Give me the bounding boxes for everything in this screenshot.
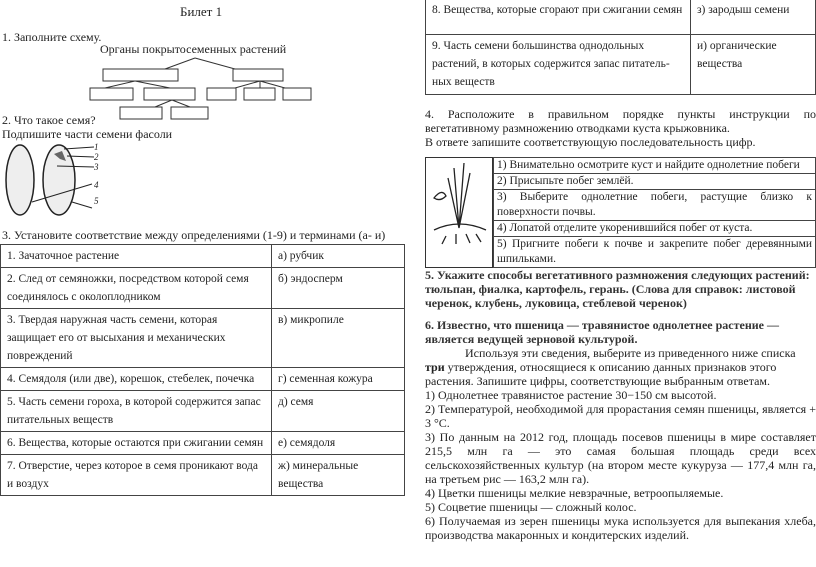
instruction-steps-table <box>493 157 816 268</box>
definition-cell: 2. След от семяножки, посредством которой семя соединялось с околоплодником <box>1 268 272 309</box>
term-cell: д) семя <box>272 391 405 432</box>
q2-line2: Подпишите части семени фасоли <box>2 127 173 141</box>
step-item: 3) Выберите однолетние побеги, растущие близко к поверхности почвы. <box>494 190 816 221</box>
ticket-title: Билет 1 <box>180 4 223 19</box>
q6-instr-b: утверждения, относящиеся к описанию данных признаков этого растения. Запишите цифры, соответствующие выбранным ответам. <box>425 360 777 388</box>
term-cell: г) семенная кожура <box>272 368 405 391</box>
step-item: 2) Присыпьте побег землёй. <box>494 174 816 190</box>
scheme-title: Органы покрытосеменных растений <box>100 42 287 56</box>
seed-label-2: 2 <box>94 152 99 162</box>
option-item: 5) Соцветие пшеницы — сложный колос. <box>425 500 637 514</box>
q3-section <box>0 229 405 496</box>
q4-text: 4. Расположите в правильном порядке пункты инструкции по вегетативному размножению отводками куста крыжовника. <box>425 107 816 135</box>
option-item: 2) Температурой, необходимой для прорастания семян пшеницы, является + 3 °С. <box>425 402 816 430</box>
seed-label-5: 5 <box>94 196 99 206</box>
q4-instruction-block <box>425 157 816 268</box>
definition-cell: 4. Семядоля (или две), корешок, стебелек, почечка <box>1 368 272 391</box>
q6-options <box>425 388 816 542</box>
q6-instr-a: Используя эти сведения, выберите из приведенного ниже списка <box>465 346 796 360</box>
definition-cell: 9. Часть семени большинства однодольных растений, в которых содержится запас питатель-ных веществ <box>426 35 691 95</box>
option-item: 4) Цветки пшеницы мелкие невзрачные, ветроопыляемые. <box>425 486 724 500</box>
q6-intro-b: — травянистое однолетнее растение — является ведущей зерновой культурой. <box>425 318 779 346</box>
q6-instr-keyword: три <box>425 360 445 374</box>
matching-table-right <box>425 0 816 95</box>
q4-answer-note: В ответе запишите соответствующую последовательность цифр. <box>425 135 756 149</box>
option-item: 1) Однолетнее травянистое растение 30−150 см высотой. <box>425 388 717 402</box>
term-cell: е) семядоля <box>272 432 405 455</box>
step-item: 1) Внимательно осмотрите куст и найдите однолетние побеги <box>494 158 816 174</box>
step-item: 5) Пригните побеги к почве и закрепите побег деревянными шпильками. <box>494 237 816 268</box>
gooseberry-image <box>425 157 493 268</box>
bean-seed-diagram <box>2 142 102 217</box>
definition-cell: 6. Вещества, которые остаются при сжигании семян <box>1 432 272 455</box>
q1-text: 1. Заполните схему. <box>2 30 102 44</box>
definition-cell: 1. Зачаточное растение <box>1 245 272 268</box>
q6-keyword: пшеница <box>514 318 564 332</box>
q6-instruction <box>425 346 816 388</box>
seed-label-4: 4 <box>94 180 99 190</box>
term-cell: в) микропиле <box>272 309 405 368</box>
definition-cell: 5. Часть семени гороха, в которой содержится запас питательных веществ <box>1 391 272 432</box>
term-cell: з) зародыш семени <box>691 0 816 35</box>
option-item: 6) Получаемая из зерен пшеницы мука используется для выпекания хлеба, производства макаронных и кондитерских изделий. <box>425 514 816 542</box>
right-column <box>425 0 816 542</box>
q3-text: 3. Установите соответствие между определениями (1-9) и терминами (а- и) <box>2 228 386 242</box>
q2-line1: 2. Что такое семя? <box>2 113 96 127</box>
definition-cell: 3. Твердая наружная часть семени, которая защищает его от высыхания и механических повреждений <box>1 309 272 368</box>
term-cell: ж) минеральные вещества <box>272 455 405 496</box>
definition-cell: 8. Вещества, которые сгорают при сжигании семян <box>426 0 691 35</box>
organ-scheme <box>85 56 325 121</box>
q6-intro <box>425 318 816 346</box>
definition-cell: 7. Отверстие, через которое в семя проникают вода и воздух <box>1 455 272 496</box>
q6-intro-a: 6. Известно, что <box>425 318 515 332</box>
term-cell: б) эндосперм <box>272 268 405 309</box>
option-item: 3) По данным на 2012 год, площадь посевов пшеницы в мире составляет 215,5 млн га — это самая большая площадь среди всех сельскохозяйственных культур (на втором месте кукуруза — 177,4 млн га, на третьем рис — 163,2 млн га). <box>425 430 816 486</box>
q5-text: 5. Укажите способы вегетативного размножения следующих растений: тюльпан, фиалка, картофель, герань. (Слова для справок: листовой черенок, клубень, луковица, стеблевой черенок) <box>425 268 810 310</box>
seed-label-3: 3 <box>94 162 99 172</box>
term-cell: а) рубчик <box>272 245 405 268</box>
matching-table-left <box>0 244 405 496</box>
term-cell: и) органические вещества <box>691 35 816 95</box>
step-item: 4) Лопатой отделите укоренившийся побег от куста. <box>494 221 816 237</box>
seed-label-1: 1 <box>94 142 99 152</box>
